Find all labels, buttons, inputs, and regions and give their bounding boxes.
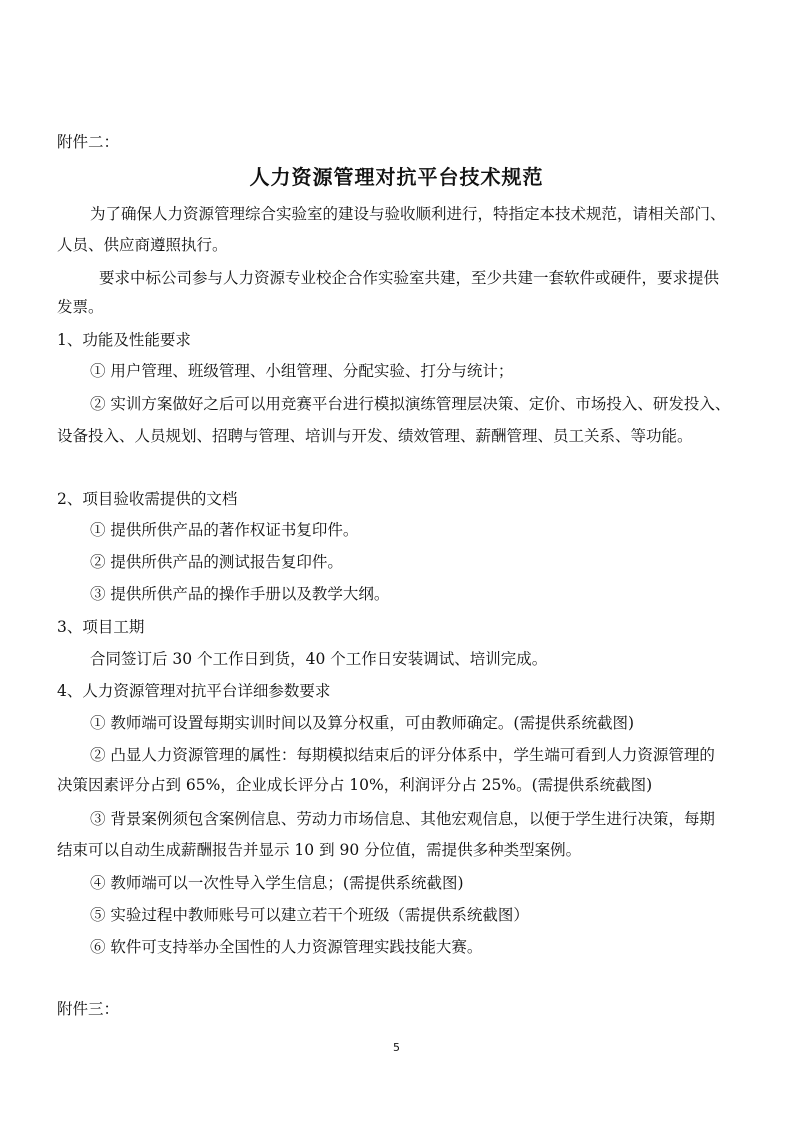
intro-paragraph-1-line-2: 人员、供应商遵照执行。 [57,236,228,254]
intro-paragraph-2-line-1: 要求中标公司参与人力资源专业校企合作实验室共建，至少共建一套软件或硬件，要求提供 [99,269,720,287]
document-title: 人力资源管理对抗平台技术规范 [249,165,544,189]
section-1-heading: 1、功能及性能要求 [57,331,191,349]
section-2-item-1: ① 提供所供产品的著作权证书复印件。 [90,521,359,539]
section-1-item-2-line-2: 设备投入、人员规划、招聘与管理、培训与开发、绩效管理、薪酬管理、员工关系、等功能。 [57,427,693,445]
section-3-text: 合同签订后 30 个工作日到货，40 个工作日安装调试、培训完成。 [90,650,548,668]
section-4-item-2-line-2: 决策因素评分占到 65%，企业成长评分占 10%，利润评分占 25%。(需提供系统截图) [57,776,653,794]
annex-2-label: 附件二： [57,133,120,151]
page-number: 5 [393,1041,400,1054]
section-3-heading: 3、项目工期 [57,618,145,636]
section-2-heading: 2、项目验收需提供的文档 [57,490,238,508]
section-1-item-1: ① 用户管理、班级管理、小组管理、分配实验、打分与统计； [90,362,514,380]
section-2-item-2: ② 提供所供产品的测试报告复印件。 [90,553,343,571]
section-4-heading: 4、人力资源管理对抗平台详细参数要求 [57,682,331,700]
intro-paragraph-2-line-2: 发票。 [57,298,104,316]
annex-3-label: 附件三： [57,1000,120,1018]
section-4-item-5: ⑤ 实验过程中教师账号可以建立若干个班级（需提供系统截图） [90,906,529,924]
section-4-item-2-line-1: ② 凸显人力资源管理的属性：每期模拟结束后的评分体系中，学生端可看到人力资源管理的 [90,746,715,764]
section-4-item-3-line-1: ③ 背景案例须包含案例信息、劳动力市场信息、其他宏观信息，以便于学生进行决策，每期 [90,810,715,828]
section-2-item-3: ③ 提供所供产品的操作手册以及教学大纲。 [90,585,390,603]
section-4-item-1: ① 教师端可设置每期实训时间以及算分权重，可由教师确定。(需提供系统截图) [90,714,635,732]
section-4-item-6: ⑥ 软件可支持举办全国性的人力资源管理实践技能大赛。 [90,938,483,956]
intro-paragraph-1-line-1: 为了确保人力资源管理综合实验室的建设与验收顺利进行，特指定本技术规范，请相关部门、 [90,205,726,223]
section-4-item-3-line-2: 结束可以自动生成薪酬报告并显示 10 到 90 分位值，需提供多种类型案例。 [57,841,582,859]
section-1-item-2-line-1: ② 实训方案做好之后可以用竞赛平台进行模拟演练管理层决策、定价、市场投入、研发投入、 [90,395,731,413]
section-4-item-4: ④ 教师端可以一次性导入学生信息；(需提供系统截图) [90,874,464,892]
